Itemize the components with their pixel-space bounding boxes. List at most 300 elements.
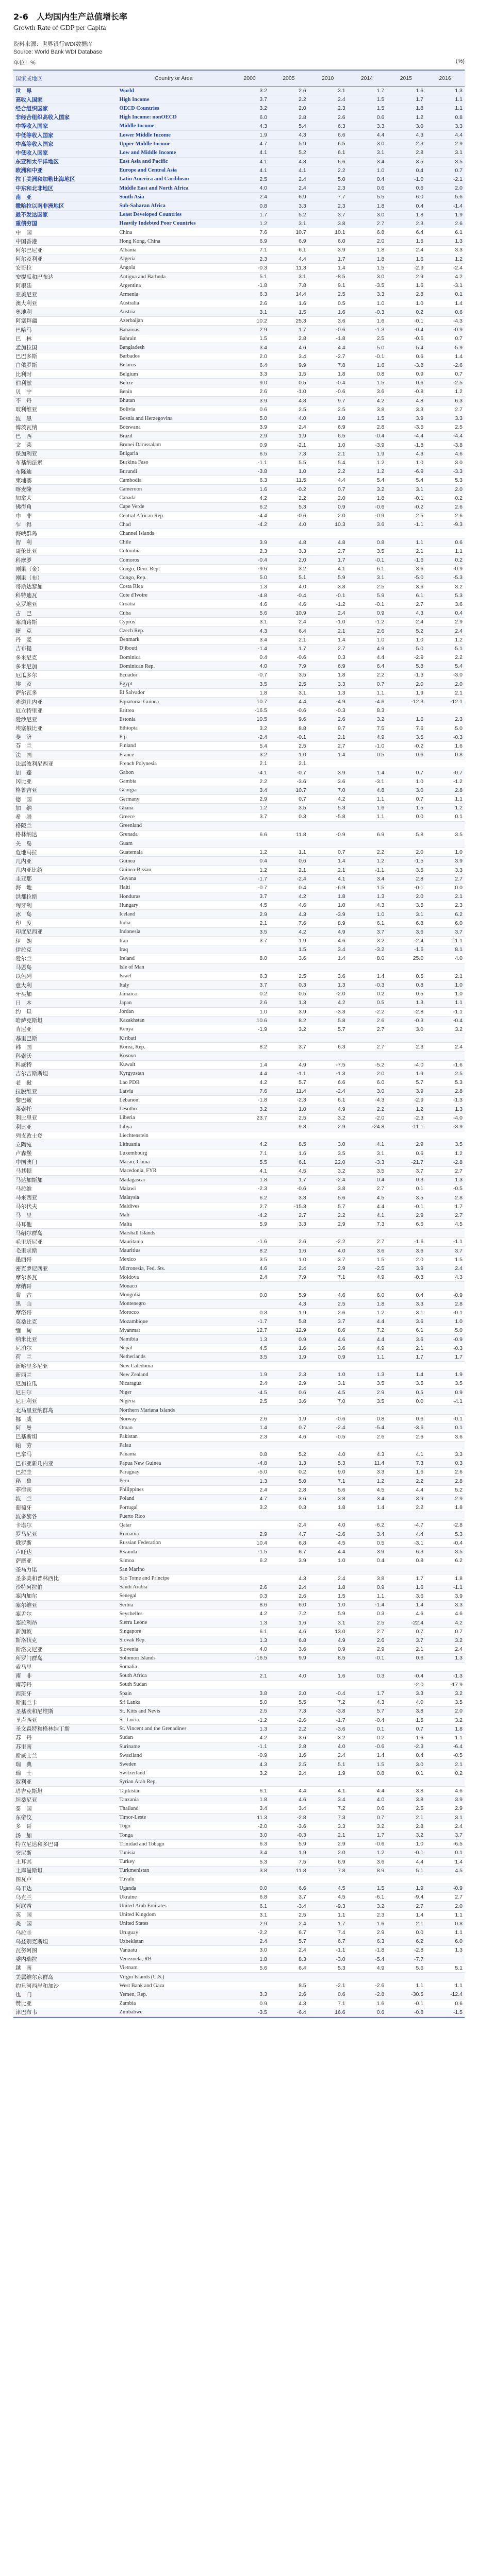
cell-value [386, 821, 425, 830]
cell-value: 0.4 [269, 883, 308, 892]
table-row [13, 1477, 465, 1485]
cell-value: 9.9 [269, 361, 308, 369]
cell-value: 0.1 [386, 1184, 425, 1193]
cell-country-en: Dominica [117, 653, 230, 662]
cell-value: 1.3 [425, 1105, 465, 1113]
cell-value: -3.1 [348, 777, 387, 786]
cell-value: 3.3 [230, 370, 269, 379]
cell-country-en: Vietnam [117, 1963, 230, 1972]
cell-value: 2.1 [308, 1831, 348, 1839]
cell-country-cn: 多米尼克 [13, 653, 117, 662]
cell-value: 2.6 [425, 512, 465, 520]
table-row [13, 1468, 465, 1477]
cell-value: -3.1 [386, 1538, 425, 1547]
cell-value: 13.0 [308, 1627, 348, 1636]
table-row [13, 405, 465, 414]
table-row [13, 910, 465, 919]
cell-value: 5.3 [425, 1078, 465, 1087]
cell-value: -21.7 [386, 1158, 425, 1166]
cell-value: 2.1 [308, 866, 348, 874]
cell-value: 2.1 [386, 1645, 425, 1654]
cell-value: 0.8 [348, 538, 387, 547]
cell-value: 3.1 [230, 618, 269, 626]
cell-value: 6.3 [230, 290, 269, 299]
unit-en: (%) [455, 58, 465, 64]
cell-country-en: Lesotho [117, 1105, 230, 1113]
cell-value: 6.0 [348, 1291, 387, 1299]
cell-value: 4.3 [386, 609, 425, 618]
cell-value: 11.3 [269, 263, 308, 272]
cell-value: 1.9 [386, 1069, 425, 1078]
table-row [13, 1291, 465, 1299]
cell-value: 3.0 [348, 272, 387, 281]
cell-value: 5.4 [386, 476, 425, 485]
cell-country-cn: 约 旦 [13, 1007, 117, 1016]
cell-country-en: Algeria [117, 255, 230, 263]
cell-value: 2.8 [269, 1485, 308, 1494]
cell-value [386, 963, 425, 972]
cell-value: -1.8 [230, 281, 269, 290]
cell-value: 2.1 [269, 866, 308, 874]
cell-value: 1.4 [348, 972, 387, 980]
cell-country-en: Uganda [117, 1884, 230, 1893]
cell-value: 5.2 [269, 1450, 308, 1459]
cell-value: 3.3 [348, 290, 387, 299]
cell-value: 7.3 [269, 1707, 308, 1716]
source-cn: 资料来源：世界银行WDI数据库 [13, 41, 93, 47]
cell-value: -0.6 [348, 502, 387, 511]
cell-value: 2.1 [425, 892, 465, 901]
cell-value: 0.9 [425, 1388, 465, 1397]
cell-value: 2.7 [348, 219, 387, 228]
cell-country-en: Singapore [117, 1627, 230, 1636]
cell-country-en: Mozambique [117, 1317, 230, 1326]
cell-value: 1.9 [348, 449, 387, 458]
cell-value: -0.1 [386, 883, 425, 892]
table-row [13, 1485, 465, 1494]
cell-value [386, 839, 425, 848]
cell-value: 1.6 [386, 1468, 425, 1477]
cell-value: 2.2 [348, 671, 387, 680]
cell-country-cn: 撒哈拉以南非洲地区 [13, 201, 117, 210]
cell-value: 1.8 [425, 1724, 465, 1733]
cell-country-en: Greenland [117, 821, 230, 830]
cell-value: -1.3 [308, 1069, 348, 1078]
cell-value: 3.5 [230, 1352, 269, 1361]
cell-value: 2.8 [425, 786, 465, 794]
cell-country-cn: 巴哈马 [13, 326, 117, 334]
cell-country-en: Zimbabwe [117, 2008, 230, 2016]
cell-value: 5.8 [386, 662, 425, 671]
cell-value: 1.3 [425, 1654, 465, 1663]
cell-country-cn: 马耳他 [13, 1220, 117, 1229]
cell-country-en: Kenya [117, 1025, 230, 1033]
cell-value: 2.4 [269, 1919, 308, 1928]
cell-value: 4.6 [269, 343, 308, 352]
table-row [13, 1857, 465, 1866]
cell-value: 3.5 [386, 157, 425, 166]
cell-value: 6.9 [348, 830, 387, 839]
cell-country-en: New Zealand [117, 1370, 230, 1379]
cell-value: 4.3 [269, 130, 308, 139]
table-row [13, 1618, 465, 1627]
cell-value: 5.1 [425, 644, 465, 653]
cell-value: 4.6 [425, 449, 465, 458]
table-row [13, 1282, 465, 1291]
cell-value: 1.6 [269, 1751, 308, 1760]
cell-value: 7.1 [308, 1999, 348, 2008]
cell-value [230, 1131, 269, 1140]
cell-value [308, 1875, 348, 1884]
cell-value: 2.5 [425, 1069, 465, 1078]
cell-value: 8.1 [425, 945, 465, 954]
cell-value: 3.9 [386, 414, 425, 422]
cell-value: 12.7 [230, 1326, 269, 1335]
cell-value: -2.6 [425, 361, 465, 369]
cell-value: 0.7 [386, 795, 425, 804]
cell-value: -24.8 [348, 1122, 387, 1131]
cell-value: 1.3 [269, 998, 308, 1007]
table-row-group [13, 157, 465, 166]
cell-value: 8.5 [269, 1981, 308, 1990]
cell-value: 4.5 [425, 1866, 465, 1875]
column-header-country-en: Country or Area [117, 70, 230, 87]
table-row [13, 883, 465, 892]
cell-value: 0.5 [308, 299, 348, 308]
cell-value: 0.6 [386, 184, 425, 193]
cell-value [425, 1362, 465, 1370]
table-row [13, 644, 465, 653]
cell-value: 3.9 [269, 1556, 308, 1565]
cell-country-cn: 格鲁吉亚 [13, 786, 117, 794]
table-row [13, 1105, 465, 1113]
cell-value: 3.1 [230, 308, 269, 316]
table-row-group [13, 201, 465, 210]
cell-value: 6.1 [230, 1787, 269, 1795]
cell-country-en: St. Lucia [117, 1716, 230, 1724]
cell-value: 2.7 [348, 1627, 387, 1636]
cell-value: -0.1 [386, 1849, 425, 1857]
cell-country-en: Netherlands [117, 1352, 230, 1361]
cell-value: 4.4 [269, 697, 308, 706]
cell-country-cn: 刚果（金） [13, 565, 117, 573]
cell-country-cn: 哥伦比亚 [13, 547, 117, 555]
cell-country-cn: 法 国 [13, 751, 117, 759]
cell-value: 3.8 [308, 1494, 348, 1503]
cell-value: 4.9 [348, 644, 387, 653]
cell-value: 1.9 [269, 937, 308, 945]
cell-value [230, 529, 269, 538]
cell-value: 2.4 [269, 1583, 308, 1591]
cell-country-en: Germany [117, 795, 230, 804]
cell-value: -0.4 [425, 1016, 465, 1025]
table-row [13, 440, 465, 449]
cell-value: -2.1 [269, 440, 308, 449]
cell-value: 2.8 [348, 423, 387, 432]
cell-value: 1.2 [230, 848, 269, 857]
cell-value: -1.0 [269, 387, 308, 396]
cell-value: -0.1 [348, 352, 387, 361]
cell-value: 2.5 [348, 1618, 387, 1627]
cell-value [269, 529, 308, 538]
cell-value: -0.3 [386, 1273, 425, 1282]
cell-country-cn: 哈萨克斯坦 [13, 1016, 117, 1025]
cell-country-en: Somalia [117, 1663, 230, 1671]
cell-value [386, 1052, 425, 1060]
cell-value [386, 1972, 425, 1981]
cell-value: 0.8 [425, 113, 465, 122]
cell-value: -7.5 [308, 1060, 348, 1069]
cell-value: 0.7 [269, 795, 308, 804]
cell-country-en: Papua New Guinea [117, 1459, 230, 1468]
table-row [13, 502, 465, 511]
cell-value: 0.7 [386, 1627, 425, 1636]
cell-value [386, 706, 425, 715]
cell-value: 2.5 [269, 1113, 308, 1122]
cell-value: 2.7 [348, 1238, 387, 1246]
cell-value: -5.8 [308, 812, 348, 821]
cell-country-cn: 伊 朗 [13, 937, 117, 945]
cell-value: 3.6 [425, 1432, 465, 1441]
cell-value [308, 1777, 348, 1786]
cell-value: 1.4 [308, 751, 348, 759]
cell-value: 7.6 [269, 919, 308, 927]
cell-value: -1.6 [386, 555, 425, 564]
cell-value: -0.7 [269, 768, 308, 777]
cell-country-cn: 巴 西 [13, 432, 117, 440]
cell-value: 3.5 [386, 1379, 425, 1388]
cell-country-en: Cuba [117, 609, 230, 618]
cell-value: 2.4 [308, 95, 348, 104]
cell-country-cn: 基里巴斯 [13, 1034, 117, 1043]
cell-country-en: Mongolia [117, 1291, 230, 1299]
cell-value: -1.1 [230, 1742, 269, 1751]
cell-value [348, 529, 387, 538]
cell-value: -2.2 [308, 1238, 348, 1246]
cell-country-cn: 世 界 [13, 87, 117, 95]
cell-value: 6.9 [269, 193, 308, 201]
table-row [13, 565, 465, 573]
cell-country-cn: 科索沃 [13, 1052, 117, 1060]
cell-value: -6.9 [308, 883, 348, 892]
cell-country-cn: 吉尔吉斯斯坦 [13, 1069, 117, 1078]
cell-value: 1.8 [308, 1583, 348, 1591]
cell-value: 1.4 [308, 635, 348, 644]
cell-value [230, 963, 269, 972]
cell-value: 5.0 [386, 644, 425, 653]
cell-value [269, 963, 308, 972]
cell-country-cn: 加 纳 [13, 804, 117, 812]
cell-value: 5.9 [269, 1840, 308, 1849]
cell-country-cn: 塞内加尔 [13, 1591, 117, 1600]
table-row [13, 804, 465, 812]
cell-country-cn: 萨摩亚 [13, 1556, 117, 1565]
cell-value: 1.8 [308, 1503, 348, 1512]
cell-value: 0.4 [386, 201, 425, 210]
cell-value: 0.6 [386, 1149, 425, 1158]
cell-country-en: Brazil [117, 432, 230, 440]
cell-value: -2.9 [386, 1096, 425, 1105]
cell-value: 4.2 [308, 795, 348, 804]
cell-value: 5.9 [308, 1609, 348, 1618]
cell-value: 3.0 [348, 140, 387, 148]
cell-value: -2.0 [386, 1680, 425, 1689]
cell-value: 2.6 [425, 502, 465, 511]
cell-country-cn: 多米尼加 [13, 662, 117, 671]
cell-value: 3.9 [269, 1007, 308, 1016]
cell-value: 1.6 [269, 1618, 308, 1627]
cell-value: 0.7 [425, 334, 465, 343]
cell-value: 0.4 [348, 1556, 387, 1565]
cell-value: -9.6 [230, 565, 269, 573]
cell-value: -1.8 [386, 440, 425, 449]
cell-value: -1.6 [425, 1060, 465, 1069]
cell-value: 4.0 [269, 520, 308, 529]
cell-country-cn: 沙特阿拉伯 [13, 1583, 117, 1591]
cell-value: 1.6 [386, 1733, 425, 1742]
cell-value: 4.1 [386, 1450, 425, 1459]
cell-value: 2.7 [425, 1166, 465, 1175]
cell-country-en: Egypt [117, 680, 230, 688]
cell-value: 2.2 [269, 494, 308, 502]
cell-value: 25.0 [386, 954, 425, 963]
cell-value: -4.6 [348, 697, 387, 706]
cell-value: -6.4 [269, 2008, 308, 2016]
cell-value: 3.9 [386, 1494, 425, 1503]
cell-country-cn: 俄罗斯 [13, 1538, 117, 1547]
cell-country-cn: 波多黎各 [13, 1512, 117, 1521]
cell-country-en: Maldives [117, 1202, 230, 1211]
cell-value: 3.5 [425, 1698, 465, 1707]
cell-value: 2.0 [425, 1707, 465, 1716]
table-row [13, 1538, 465, 1547]
cell-value [425, 1229, 465, 1238]
cell-value [308, 1441, 348, 1450]
cell-value: 3.6 [308, 1344, 348, 1352]
cell-value: 3.2 [230, 87, 269, 95]
cell-country-cn: 几内亚比绍 [13, 866, 117, 874]
cell-country-cn: 科特迪瓦 [13, 591, 117, 600]
cell-value: -3.9 [425, 1122, 465, 1131]
cell-value: 6.1 [425, 228, 465, 237]
cell-value [308, 839, 348, 848]
table-row [13, 1609, 465, 1618]
cell-value: 3.5 [230, 927, 269, 936]
table-row [13, 600, 465, 608]
cell-value: 5.0 [230, 573, 269, 582]
cell-value: -4.3 [425, 316, 465, 325]
cell-country-en: Antigua and Barbuda [117, 272, 230, 281]
cell-value: 11.8 [269, 1866, 308, 1875]
cell-value: 7.1 [230, 1149, 269, 1158]
cell-value [230, 1565, 269, 1574]
cell-value: 7.5 [348, 724, 387, 733]
cell-value: 1.3 [269, 1459, 308, 1468]
cell-value: 4.5 [308, 1884, 348, 1893]
cell-country-cn: 毛里求斯 [13, 1246, 117, 1255]
cell-value: 9.7 [308, 396, 348, 405]
cell-country-cn: 巴巴多斯 [13, 352, 117, 361]
cell-value: -0.4 [269, 591, 308, 600]
cell-value: 2.0 [348, 237, 387, 246]
cell-value: 3.7 [308, 1255, 348, 1264]
cell-country-cn: 捷 克 [13, 626, 117, 635]
cell-country-en: Slovak Rep. [117, 1636, 230, 1645]
cell-country-en: Congo, Rep. [117, 573, 230, 582]
cell-country-en: Guinea-Bissau [117, 866, 230, 874]
table-row [13, 573, 465, 582]
table-row [13, 1052, 465, 1060]
cell-value: 3.4 [230, 343, 269, 352]
cell-country-en: Kuwait [117, 1060, 230, 1069]
table-row [13, 1370, 465, 1379]
cell-value: 1.1 [425, 795, 465, 804]
cell-value: 6.4 [348, 662, 387, 671]
cell-value: -3.5 [348, 281, 387, 290]
cell-value [230, 945, 269, 954]
cell-value [425, 1405, 465, 1414]
table-row [13, 830, 465, 839]
cell-value: 3.2 [425, 1716, 465, 1724]
cell-value: -1.9 [230, 1025, 269, 1033]
cell-value [269, 1565, 308, 1574]
table-row [13, 1733, 465, 1742]
cell-country-cn: 加 蓬 [13, 768, 117, 777]
cell-value: 0.4 [348, 175, 387, 183]
cell-value: 8.5 [308, 1654, 348, 1663]
cell-country-en: Ukraine [117, 1893, 230, 1902]
cell-country-en: Jordan [117, 1007, 230, 1016]
cell-value: 6.8 [386, 919, 425, 927]
cell-country-en: Lithuania [117, 1140, 230, 1149]
cell-value: 3.7 [348, 927, 387, 936]
cell-value: 25.3 [269, 316, 308, 325]
cell-country-en: Bahamas [117, 326, 230, 334]
column-header-year: 2005 [269, 70, 308, 87]
cell-country-cn: 日 本 [13, 998, 117, 1007]
cell-value: 5.8 [269, 1317, 308, 1326]
cell-value: 1.4 [386, 1601, 425, 1609]
cell-country-cn: 厄立特里亚 [13, 706, 117, 715]
table-row-group [13, 104, 465, 113]
cell-value: 0.2 [269, 1468, 308, 1477]
cell-value: 3.4 [230, 1849, 269, 1857]
cell-value [348, 839, 387, 848]
cell-country-cn: 特立尼达和多巴哥 [13, 1840, 117, 1849]
cell-value: 1.5 [269, 945, 308, 954]
cell-country-en: Malta [117, 1220, 230, 1229]
cell-value: 0.0 [230, 1884, 269, 1893]
cell-value: 7.5 [269, 1857, 308, 1866]
table-row [13, 874, 465, 883]
cell-value: 3.1 [230, 1910, 269, 1919]
cell-value: -0.3 [425, 1344, 465, 1352]
cell-value: -1.4 [230, 644, 269, 653]
cell-value: 1.2 [230, 219, 269, 228]
table-row [13, 1804, 465, 1813]
cell-value: 2.7 [386, 600, 425, 608]
cell-value: 2.8 [386, 290, 425, 299]
cell-value: 2.6 [348, 1432, 387, 1441]
cell-value: 1.1 [348, 812, 387, 821]
cell-value: 2.7 [230, 1202, 269, 1211]
cell-value [269, 1405, 308, 1414]
cell-value: 5.7 [308, 1202, 348, 1211]
cell-value: 7.3 [308, 1813, 348, 1822]
cell-country-cn: 赤道几内亚 [13, 697, 117, 706]
cell-value: 4.4 [308, 476, 348, 485]
cell-country-en: Senegal [117, 1591, 230, 1600]
